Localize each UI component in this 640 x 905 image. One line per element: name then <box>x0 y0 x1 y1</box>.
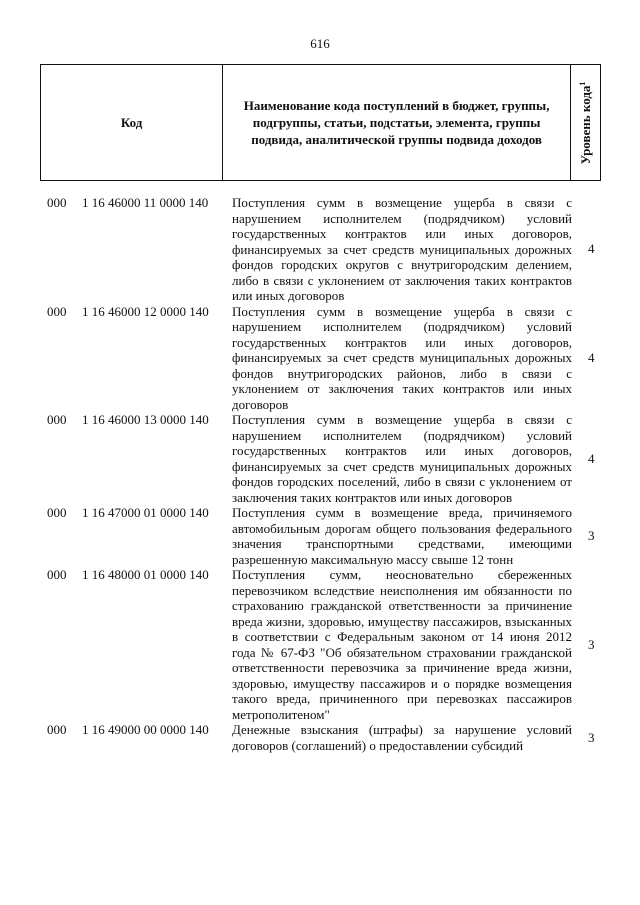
table-row <box>0 412 640 505</box>
row-code: 1 16 47000 01 0000 140 <box>82 505 209 520</box>
page-number: 616 <box>310 36 330 51</box>
header-level-label: Уровень кода <box>577 85 593 164</box>
row-code: 1 16 46000 12 0000 140 <box>82 303 209 319</box>
row-code: 1 16 46000 11 0000 140 <box>82 195 209 210</box>
row-name: Поступления сумм в возмещение ущерба в связи с нарушением исполнителем (подрядчиком) условий государственных контрактов или иных договоров, финансируемых за счет средств муниципальных дорожных фондов внутригородских районов, либо в связи с уклонением от заключения таких контрактов или иных договоров <box>232 303 572 412</box>
row-level: 4 <box>588 450 595 466</box>
row-name: Поступления сумм в возмещение ущерба в связи с нарушением исполнителем (подрядчиком) условий государственных контрактов или иных договоров, финансируемых за счет средств муниципальных дорожных фондов городских округов с внутригородским делением, либо в связи с уклонением от заключения таких контрактов или иных договоров <box>232 195 572 303</box>
row-level: 3 <box>588 729 595 745</box>
row-admin-code: 000 <box>47 303 67 319</box>
row-admin-code: 000 <box>47 722 67 737</box>
table-row <box>0 195 640 304</box>
row-level: 4 <box>588 241 595 257</box>
table-row <box>0 505 640 567</box>
row-name: Поступления сумм в возмещение ущерба в связи с нарушением исполнителем (подрядчиком) условий государственных контрактов или иных договоров, финансируемых за счет средств муниципальных дорожных фондов городских поселений, либо в связи с уклонением от заключения таких контрактов или иных договоров <box>232 412 572 505</box>
row-code: 1 16 46000 13 0000 140 <box>82 412 209 427</box>
header-code: Код <box>41 65 223 181</box>
row-name: Поступления сумм, неосновательно сбереженных перевозчиком вследствие неисполнения им обязанности по страхованию гражданской ответственности за причинение вреда жизни, здоровью, имуществу пассажиров, взысканных в соответствии с Федеральным законом от 14 июня 2012 года № 67-ФЗ "Об обязательном страховании гражданской ответственности перевозчика за причинение вреда жизни, здоровью, имуществу пассажиров и о порядке возмещения такого вреда, причиненного при перевозках пассажиров метрополитеном" <box>232 567 572 722</box>
table-row <box>0 722 640 753</box>
row-admin-code: 000 <box>47 505 67 520</box>
row-admin-code: 000 <box>47 412 67 427</box>
row-code: 1 16 49000 00 0000 140 <box>82 722 209 737</box>
table-row <box>0 304 640 413</box>
row-name: Денежные взыскания (штрафы) за нарушение условий договоров (соглашений) о предоставлении субсидий <box>232 722 572 753</box>
header-level-footnote: 1 <box>577 81 587 86</box>
table-header <box>40 64 601 181</box>
row-level: 3 <box>588 636 595 652</box>
header-level <box>577 81 593 164</box>
row-level: 4 <box>588 349 595 365</box>
header-level-cell <box>571 65 601 181</box>
table-row <box>0 567 640 722</box>
header-name: Наименование кода поступлений в бюджет, группы, подгруппы, статьи, подстатьи, элемента, группы подвида, аналитической группы подвида доходов <box>223 65 571 181</box>
row-name: Поступления сумм в возмещение вреда, причиняемого автомобильным дорогам общего пользования федерального значения транспортными средствами, имеющими разрешенную максимальную массу свыше 12 тонн <box>232 505 572 567</box>
row-admin-code: 000 <box>47 195 67 210</box>
row-code: 1 16 48000 01 0000 140 <box>82 567 209 582</box>
table-body <box>0 195 640 753</box>
row-level: 3 <box>588 528 595 543</box>
row-admin-code: 000 <box>47 567 67 582</box>
